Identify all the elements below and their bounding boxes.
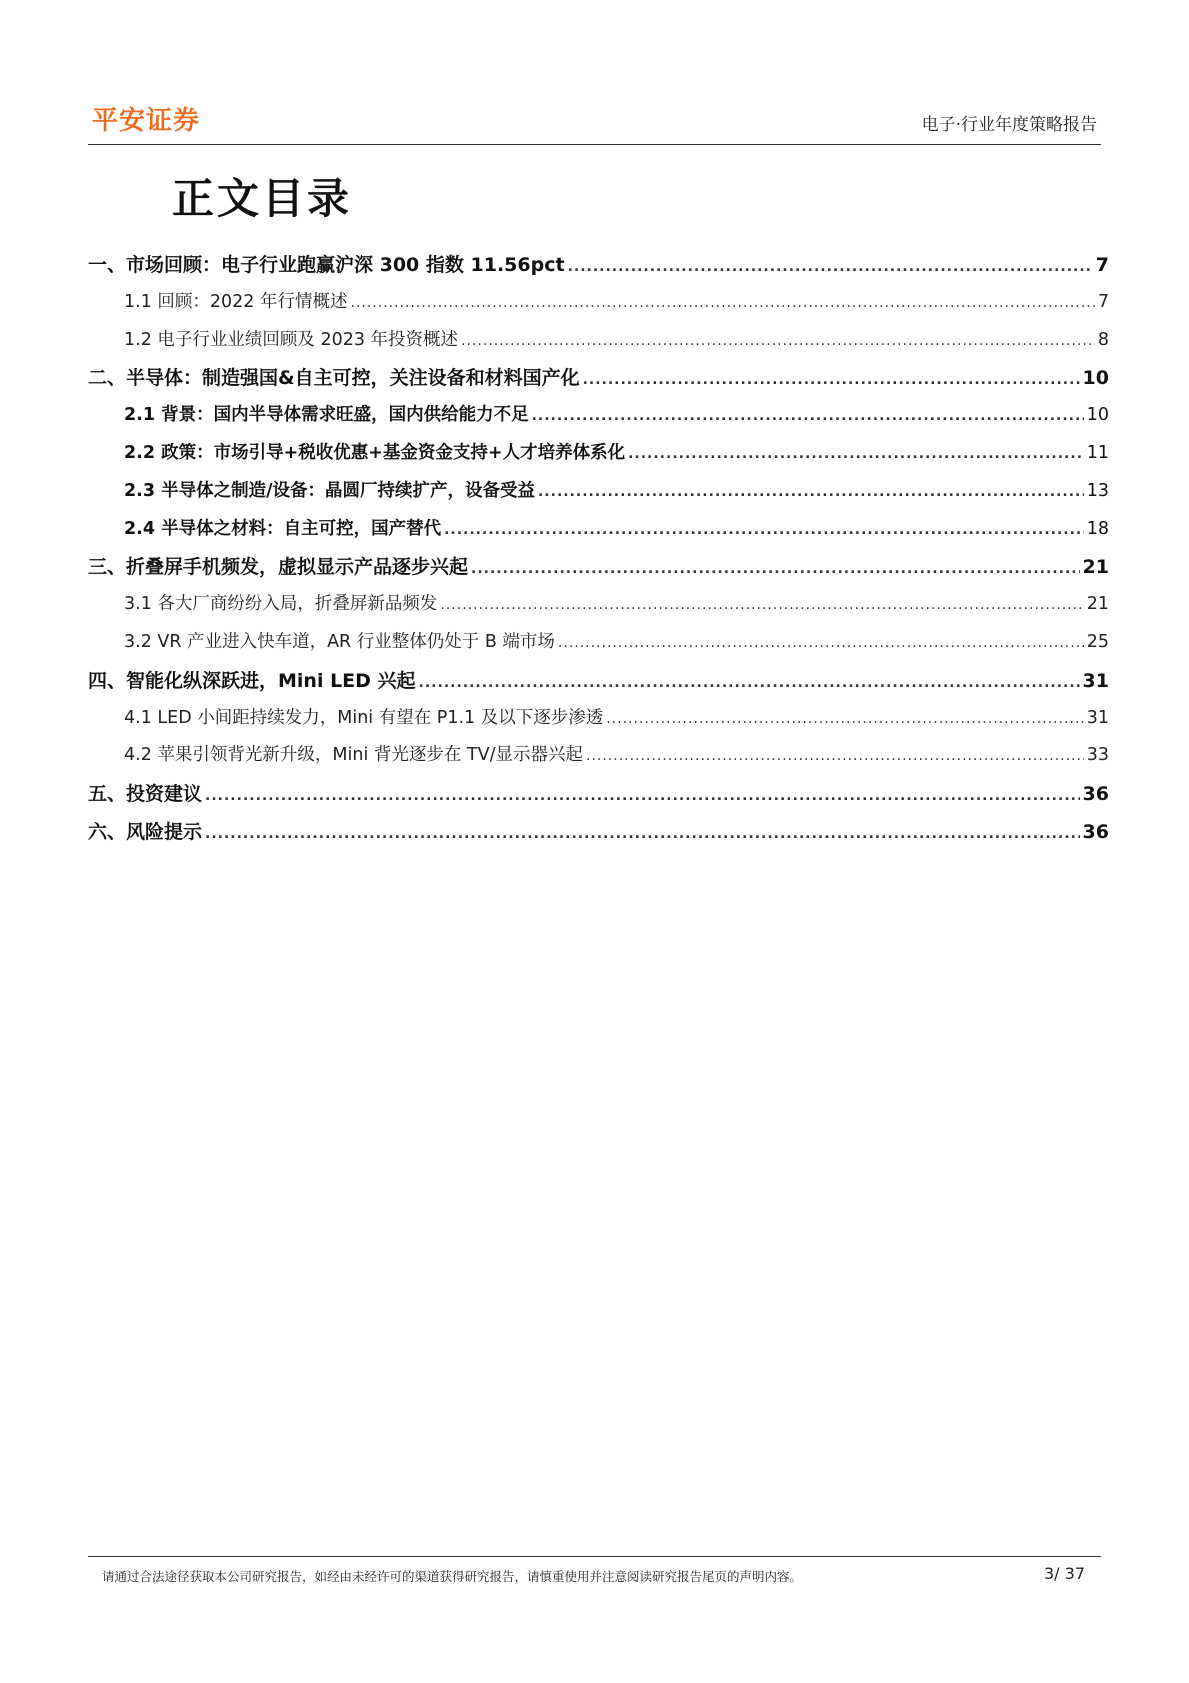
- toc-entry-text: 二、半导体：制造强国&自主可控，关注设备和材料国产化: [88, 367, 580, 390]
- toc-leader: [538, 484, 1084, 500]
- report-type: 电子·行业年度策略报告: [921, 115, 1097, 135]
- toc-entry-page: 21: [1086, 594, 1109, 615]
- toc-leader: [558, 635, 1084, 651]
- toc-leader: [583, 372, 1080, 388]
- toc-entry-text: 四、智能化纵深跃进，Mini LED 兴起: [88, 669, 416, 692]
- toc-entry[interactable]: [88, 666, 1109, 704]
- toc-entry-page: 21: [1082, 556, 1109, 579]
- toc-entry[interactable]: [88, 741, 1109, 779]
- toc-entry-text: 2.2 政策：市场引导+税收优惠+基金资金支持+人才培养体系化: [124, 442, 626, 463]
- toc-entry-text: 4.2 苹果引领背光新升级，Mini 背光逐步在 TV/显示器兴起: [124, 745, 583, 766]
- toc-entry-text: 1.2 电子行业业绩回顾及 2023 年投资概述: [124, 329, 459, 350]
- footer-divider: [88, 1556, 1101, 1557]
- toc-entry-text: 2.1 背景：国内半导体需求旺盛，国内供给能力不足: [124, 405, 529, 426]
- toc-entry-page: 25: [1086, 631, 1109, 652]
- toc-entry[interactable]: [88, 326, 1109, 364]
- toc-entry-text: 3.2 VR 产业进入快车道，AR 行业整体仍处于 B 端市场: [124, 631, 555, 652]
- toc-entry[interactable]: [88, 250, 1109, 288]
- table-of-contents: [88, 250, 1109, 855]
- toc-leader: [532, 408, 1084, 424]
- toc-entry[interactable]: [88, 779, 1109, 817]
- toc-entry-page: 8: [1097, 329, 1109, 350]
- toc-leader: [351, 295, 1095, 311]
- toc-entry-page: 36: [1082, 820, 1109, 843]
- company-logo: 平安证券: [92, 106, 201, 136]
- toc-entry-page: 7: [1095, 254, 1109, 276]
- toc-leader: [419, 675, 1080, 691]
- toc-leader: [205, 788, 1080, 804]
- toc-entry[interactable]: [88, 552, 1109, 590]
- toc-entry-text: 2.3 半导体之制造/设备：晶圆厂持续扩产，设备受益: [124, 480, 535, 501]
- toc-entry-page: 33: [1086, 745, 1109, 766]
- toc-entry[interactable]: [88, 704, 1109, 742]
- toc-leader: [461, 333, 1095, 349]
- toc-entry[interactable]: [88, 477, 1109, 515]
- toc-entry-page: 31: [1082, 669, 1109, 692]
- toc-entry-page: 11: [1086, 442, 1109, 463]
- toc-entry-page: 10: [1086, 405, 1109, 426]
- page-number: 3/ 37: [1043, 1564, 1085, 1583]
- toc-entry-text: 1.1 回顾：2022 年行情概述: [124, 291, 348, 312]
- footer-disclaimer: 请通过合法途径获取本公司研究报告，如经由未经许可的渠道获得研究报告，请慎重使用并注意阅读研究报告尾页的声明内容。: [102, 1569, 803, 1584]
- toc-entry[interactable]: [88, 363, 1109, 401]
- toc-entry[interactable]: [88, 628, 1109, 666]
- toc-leader: [205, 826, 1080, 842]
- toc-entry-page: 7: [1097, 291, 1109, 312]
- toc-entry[interactable]: [88, 590, 1109, 628]
- toc-entry-text: 五、投资建议: [88, 783, 203, 806]
- toc-entry-text: 一、市场回顾：电子行业跑赢沪深 300 指数 11.56pct: [88, 254, 565, 276]
- toc-entry-text: 4.1 LED 小间距持续发力，Mini 有望在 P1.1 及以下逐步渗透: [124, 707, 604, 728]
- header-divider: [88, 144, 1101, 145]
- toc-entry-text: 六、风险提示: [88, 820, 203, 843]
- toc-leader: [444, 522, 1084, 538]
- toc-entry-page: 13: [1086, 480, 1109, 501]
- toc-entry-page: 36: [1082, 783, 1109, 806]
- toc-entry[interactable]: [88, 288, 1109, 326]
- toc-entry[interactable]: [88, 401, 1109, 439]
- toc-entry[interactable]: [88, 515, 1109, 553]
- toc-leader: [586, 748, 1084, 764]
- toc-entry-page: 18: [1086, 518, 1109, 539]
- toc-leader: [471, 561, 1080, 577]
- toc-entry-page: 10: [1082, 367, 1109, 390]
- toc-title: 正文目录: [172, 174, 353, 223]
- toc-leader: [568, 259, 1093, 275]
- toc-entry[interactable]: [88, 817, 1109, 855]
- toc-leader: [606, 711, 1083, 727]
- toc-entry-page: 31: [1086, 707, 1109, 728]
- toc-entry-text: 三、折叠屏手机频发，虚拟显示产品逐步兴起: [88, 556, 469, 579]
- toc-leader: [628, 446, 1084, 462]
- toc-entry-text: 3.1 各大厂商纷纷入局，折叠屏新品频发: [124, 594, 438, 615]
- toc-entry[interactable]: [88, 439, 1109, 477]
- toc-leader: [440, 597, 1083, 613]
- toc-entry-text: 2.4 半导体之材料：自主可控，国产替代: [124, 518, 442, 539]
